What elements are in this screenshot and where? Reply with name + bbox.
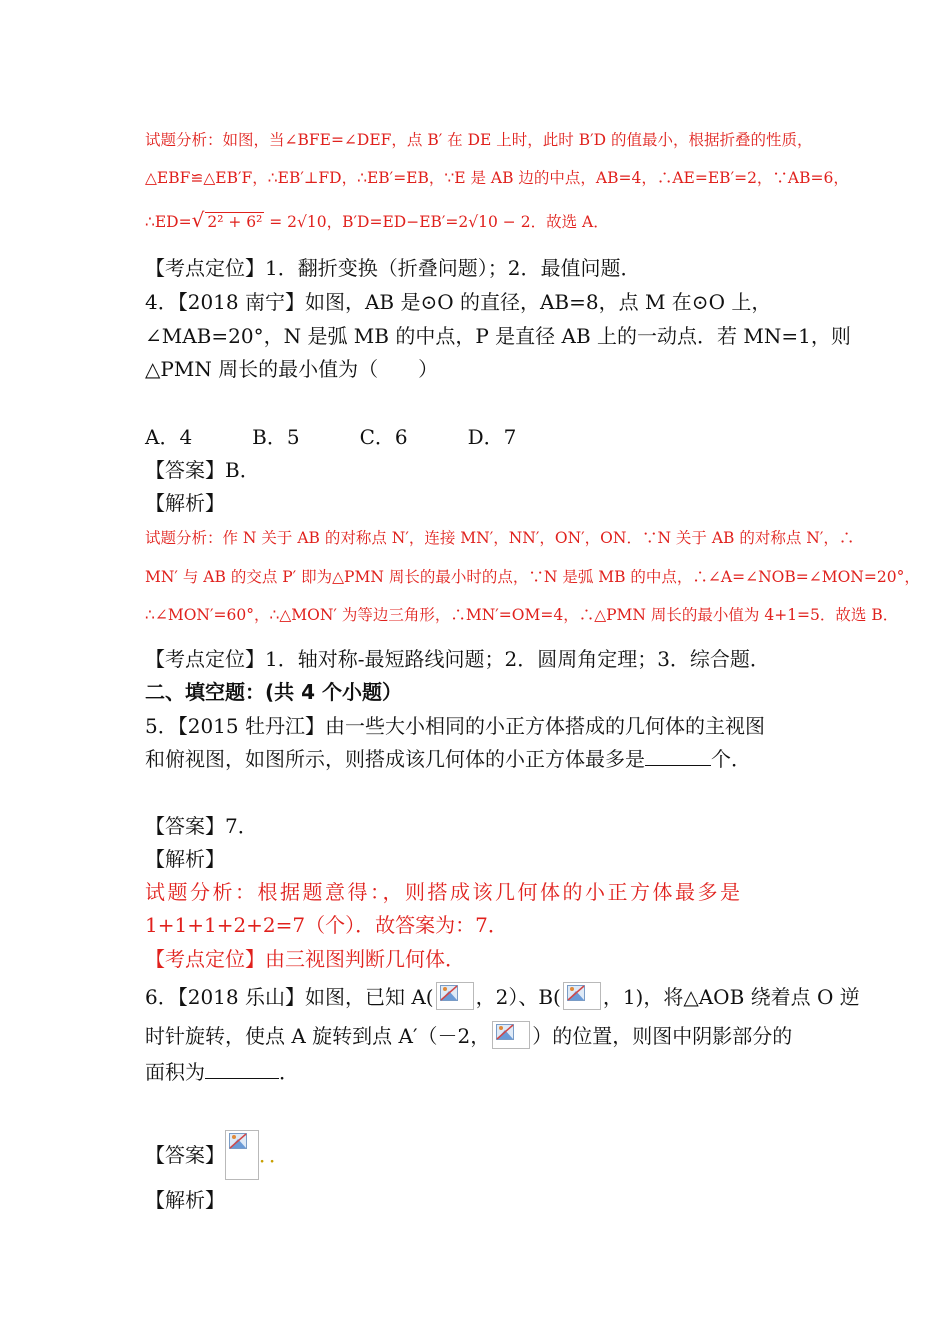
analysis-line-1: 试题分析：如图，当∠BFE=∠DEF，点 B′ 在 DE 上时，此时 B′D 的值最小，根据折叠的性质， bbox=[145, 131, 813, 149]
q6-answer-label: 【答案】 bbox=[145, 1143, 225, 1167]
broken-image-icon bbox=[225, 1130, 259, 1180]
q4-answer: 【答案】B． bbox=[145, 458, 260, 482]
q6-line-1-a: 6．【2018 乐山】如图，已知 A( bbox=[145, 985, 434, 1009]
broken-image-icon bbox=[436, 982, 474, 1010]
q6-line-2-b: ）的位置，则图中阴影部分的 bbox=[532, 1024, 793, 1048]
q5-line-2-end: 个． bbox=[711, 747, 751, 771]
q6-line-1-b: ，2）、B( bbox=[475, 985, 561, 1009]
q5-line-1: 5．【2015 牡丹江】由一些大小相同的小正方体搭成的几何体的主视图 bbox=[145, 714, 765, 738]
broken-image-icon bbox=[492, 1021, 530, 1049]
q6-answer-dots: ．． bbox=[259, 1143, 289, 1167]
q6-line-1-c: ，1)，将△AOB 绕着点 O 逆 bbox=[602, 985, 860, 1009]
analysis-line-3: ∴ED=√ 2² + 6² = 2√10，B′D=ED−EB′=2√10 − 2．故选 A． bbox=[145, 208, 609, 232]
q6-answer bbox=[145, 1130, 289, 1180]
q4-analysis-1: 试题分析：作 N 关于 AB 的对称点 N′，连接 MN′，NN′，ON′，ON．∵N 关于 AB 的对称点 N′，∴ bbox=[145, 529, 855, 547]
section-2-title: 二、填空题：(共 4 个小题） bbox=[145, 680, 402, 704]
broken-image-icon bbox=[563, 982, 601, 1010]
q4-analysis-2: MN′ 与 AB 的交点 P′ 即为△PMN 周长的最小时的点，∵N 是弧 MB 的中点，∴∠A=∠NOB=∠MON=20°， bbox=[145, 568, 920, 586]
q5-line-2 bbox=[145, 743, 751, 772]
q6-jiexi: 【解析】 bbox=[145, 1188, 225, 1212]
q5-jiexi: 【解析】 bbox=[145, 847, 225, 871]
q4-line-2: ∠MAB=20°，N 是弧 MB 的中点，P 是直径 AB 上的一动点．若 MN=1，则 bbox=[145, 324, 851, 348]
kaodian-1: 【考点定位】1．翻折变换（折叠问题）；2．最值问题． bbox=[145, 256, 641, 280]
q6-line-3-text: 面积为 bbox=[145, 1060, 205, 1084]
q5-analysis-1: 试题分析：根据题意得：，则搭成该几何体的小正方体最多是 bbox=[145, 880, 743, 904]
q6-line-2-a: 时针旋转，使点 A 旋转到点 A′（－2， bbox=[145, 1024, 491, 1048]
q5-answer: 【答案】7． bbox=[145, 814, 258, 838]
q4-line-1: 4．【2018 南宁】如图，AB 是⊙O 的直径，AB=8，点 M 在⊙O 上， bbox=[145, 290, 772, 314]
q5-kaodian: 【考点定位】由三视图判断几何体． bbox=[145, 947, 465, 971]
q6-line-3-end: ． bbox=[279, 1060, 299, 1084]
q5-line-2-text: 和俯视图，如图所示，则搭成该几何体的小正方体最多是 bbox=[145, 747, 645, 771]
q4-line-3: △PMN 周长的最小值为（ ） bbox=[145, 357, 439, 381]
q6-line-2 bbox=[145, 1020, 792, 1049]
q4-kaodian: 【考点定位】1．轴对称-最短路线问题；2．圆周角定理；3．综合题． bbox=[145, 647, 770, 671]
analysis-line-2: △EBF≌△EB′F，∴EB′⊥FD，∴EB′=EB，∵E 是 AB 边的中点，AB=4，∴AE=EB′=2，∵AB=6， bbox=[145, 169, 849, 187]
sqrt-radicand: 2² + 6² bbox=[207, 213, 263, 231]
answer-blank bbox=[645, 747, 711, 766]
q4-jiexi: 【解析】 bbox=[145, 491, 225, 515]
q4-options: A．4 B．5 C．6 D．7 bbox=[145, 425, 517, 449]
q4-analysis-3: ∴∠MON′=60°，∴△MON′ 为等边三角形，∴MN′=OM=4，∴△PMN 周长的最小值为 4+1=5．故选 B． bbox=[145, 606, 899, 624]
q6-line-1 bbox=[145, 981, 860, 1010]
analysis-line-3-rest: = 2√10，B′D=ED−EB′=2√10 − 2．故选 A． bbox=[264, 213, 609, 231]
answer-blank bbox=[205, 1060, 279, 1079]
q6-line-3 bbox=[145, 1056, 299, 1085]
q5-analysis-2: 1+1+1+2+2=7（个）．故答案为：7． bbox=[145, 913, 508, 937]
analysis-line-3-prefix: ∴ED= bbox=[145, 213, 192, 231]
